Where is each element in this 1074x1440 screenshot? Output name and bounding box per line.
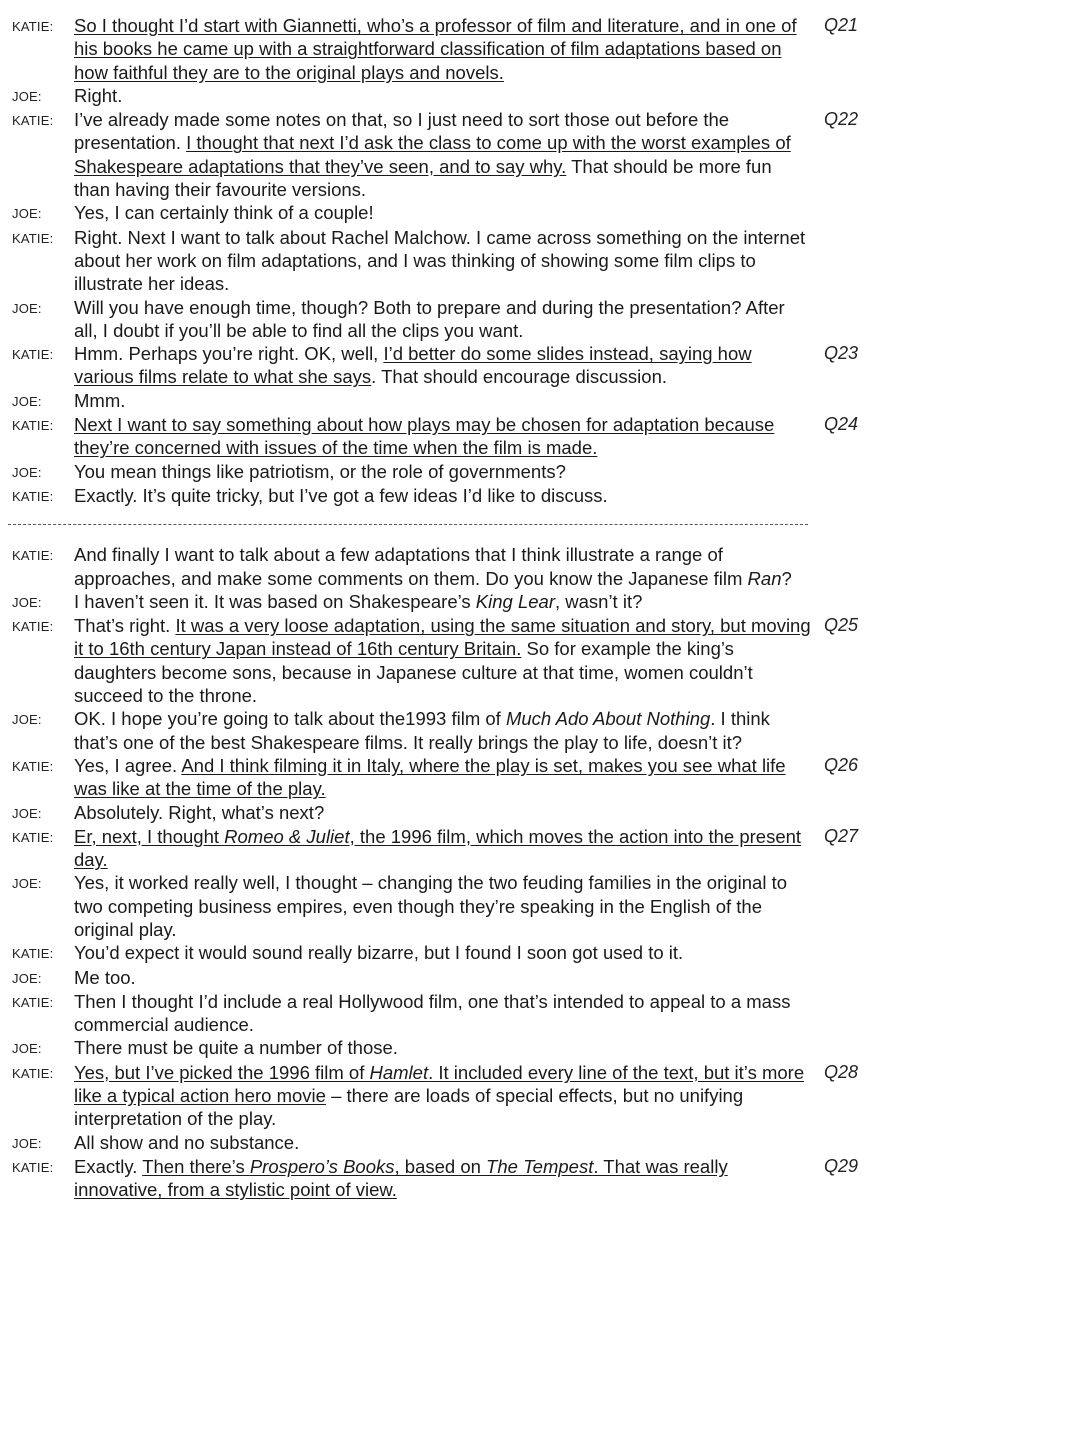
dialogue-text	[74, 413, 812, 460]
dialogue-segment: Yes, it worked really well, I thought – changing the two feuding families in the original to two competing business empires, even though they’re speaking in the English of the original play.	[74, 872, 788, 940]
dialogue-text	[74, 590, 812, 613]
answer-underlined-text: Hamlet	[369, 1061, 429, 1083]
dialogue-segment: Right. Next I want to talk about Rachel Malchow. I came across something on the internet about her work on film adaptations, and I was thinking of showing some film clips to illustrate her ideas.	[74, 226, 806, 295]
dialogue-segment: Yes, I can certainly think of a couple!	[74, 202, 374, 224]
dialogue-line	[0, 296, 1074, 343]
question-number: Q29	[824, 1155, 859, 1176]
answer-underlined-text: Romeo & Juliet	[224, 825, 350, 847]
dialogue-segment: Me too.	[74, 966, 136, 988]
speaker-label: KATIE:	[12, 1159, 54, 1175]
dialogue-text	[74, 484, 812, 507]
dialogue-text	[74, 342, 812, 389]
dialogue-segment: That should be more fun than having their favourite versions.	[74, 155, 772, 201]
dialogue-segment: All show and no substance.	[74, 1131, 300, 1153]
transcript-part-2	[0, 543, 1074, 1201]
speaker-label: JOE:	[12, 970, 42, 986]
dialogue-text	[74, 389, 812, 412]
dialogue-line	[0, 1155, 1074, 1202]
answer-underlined-text: Er, next, I thought	[74, 825, 225, 847]
dialogue-line	[0, 754, 1074, 801]
speaker-label: KATIE:	[12, 829, 54, 845]
transcript-part-1	[0, 14, 1074, 508]
dialogue-segment: Right.	[74, 84, 123, 106]
dialogue-line	[0, 543, 1074, 590]
answer-underlined-text: It was a very loose adaptation, using the same situation and story, but moving it to 16th century Japan instead of 16th century Britain.	[74, 615, 811, 660]
dialogue-line	[0, 226, 1074, 296]
speaker-label: KATIE:	[12, 488, 54, 504]
dialogue-text	[74, 825, 812, 872]
answer-underlined-text: And I think filming it in Italy, where the play is set, makes you see what life was like at the time of the play.	[74, 754, 786, 800]
dialogue-segment: There must be quite a number of those.	[74, 1037, 398, 1059]
dialogue-line	[0, 460, 1074, 484]
answer-underlined-text: , the 1996 film, which moves the action into the present day.	[74, 825, 802, 871]
question-number: Q22	[824, 109, 859, 130]
dialogue-segment: And finally I want to talk about a few adaptations that I think illustrate a range of approaches, and make some comments on them. Do you know the Japanese film	[74, 544, 748, 589]
speaker-label: JOE:	[12, 393, 42, 409]
dialogue-segment: – there are loads of special effects, but no unifying interpretation of the play.	[74, 1085, 744, 1130]
dialogue-text	[74, 801, 812, 824]
dialogue-segment: You mean things like patriotism, or the role of governments?	[74, 460, 566, 482]
dialogue-line	[0, 1061, 1074, 1131]
dialogue-segment: That’s right.	[74, 615, 176, 637]
dialogue-text	[74, 1155, 812, 1202]
dialogue-text	[74, 990, 812, 1037]
speaker-label: JOE:	[12, 300, 42, 316]
dialogue-segment: Mmm.	[74, 389, 126, 411]
dialogue-text	[74, 84, 812, 107]
transcript	[0, 14, 1074, 1202]
speaker-label: KATIE:	[12, 548, 54, 564]
speaker-label: JOE:	[12, 594, 42, 610]
speaker-label: KATIE:	[12, 946, 54, 962]
dialogue-line	[0, 1036, 1074, 1060]
speaker-label: KATIE:	[12, 1065, 54, 1081]
answer-underlined-text: Next I want to say something about how plays may be chosen for adaptation because they’re concerned with issues of the time when the film is made.	[74, 414, 775, 459]
dialogue-line	[0, 590, 1074, 614]
question-number: Q25	[824, 615, 859, 636]
dialogue-line	[0, 871, 1074, 941]
dialogue-line	[0, 801, 1074, 825]
answer-underlined-text: , based on	[394, 1155, 487, 1177]
speaker-label: KATIE:	[12, 758, 54, 774]
dialogue-text	[74, 941, 812, 964]
dialogue-text	[74, 614, 812, 707]
speaker-label: KATIE:	[12, 230, 54, 246]
dialogue-line	[0, 389, 1074, 413]
dialogue-line	[0, 84, 1074, 108]
question-number: Q26	[824, 754, 859, 775]
dialogue-segment: I’ve already made some notes on that, so I just need to sort those out before the presentation.	[74, 109, 730, 154]
answer-underlined-text: Prospero’s Books	[249, 1155, 395, 1177]
speaker-label: KATIE:	[12, 113, 54, 129]
dialogue-segment: Exactly. It’s quite tricky, but I’ve got a few ideas I’d like to discuss.	[74, 484, 608, 506]
dialogue-line	[0, 484, 1074, 508]
question-number: Q27	[824, 825, 859, 846]
dialogue-line	[0, 1131, 1074, 1155]
answer-underlined-text: I’d better do some slides instead, saying how various films relate to what she says	[74, 343, 752, 388]
dialogue-line	[0, 342, 1074, 389]
dialogue-text	[74, 1061, 812, 1131]
italic-title-text: Ran	[747, 567, 782, 589]
dialogue-segment: OK. I hope you’re going to talk about the1993 film of	[74, 708, 506, 730]
speaker-label: KATIE:	[12, 418, 54, 434]
dialogue-line	[0, 614, 1074, 707]
speaker-label: KATIE:	[12, 347, 54, 363]
question-number: Q23	[824, 343, 859, 364]
dialogue-segment: ?	[781, 567, 792, 589]
dialogue-segment: You’d expect it would sound really bizarre, but I found I soon got used to it.	[74, 942, 684, 964]
speaker-label: JOE:	[12, 712, 42, 728]
dialogue-segment: , wasn’t it?	[554, 590, 643, 612]
dialogue-text	[74, 1036, 812, 1059]
dialogue-line	[0, 966, 1074, 990]
answer-underlined-text: So I thought I’d start with Giannetti, who’s a professor of film and literature, and in one of his books he came up with a straightforward classification of film adaptations based on how faithful they are to the original plays and novels.	[74, 15, 797, 83]
speaker-label: JOE:	[12, 88, 42, 104]
answer-underlined-text: Then there’s	[142, 1155, 250, 1177]
dialogue-segment: Yes, I agree.	[74, 754, 182, 776]
dialogue-text	[74, 201, 812, 224]
speaker-label: KATIE:	[12, 619, 54, 635]
answer-underlined-text: The Tempest	[486, 1155, 594, 1177]
answer-underlined-text: . That was really innovative, from a stylistic point of view.	[74, 1155, 728, 1201]
question-number: Q28	[824, 1061, 859, 1082]
answer-underlined-text: . It included every line of the text, but it’s more like a typical action hero movie	[74, 1061, 805, 1107]
dialogue-line	[0, 108, 1074, 201]
dialogue-text	[74, 460, 812, 483]
dialogue-segment: Absolutely. Right, what’s next?	[74, 801, 325, 823]
dialogue-line	[0, 413, 1074, 460]
speaker-label: JOE:	[12, 1135, 42, 1151]
dialogue-segment: I haven’t seen it. It was based on Shakespeare’s	[74, 590, 476, 612]
dialogue-line	[0, 825, 1074, 872]
dialogue-segment: Exactly.	[74, 1155, 143, 1177]
speaker-label: KATIE:	[12, 19, 54, 34]
dialogue-text	[74, 871, 812, 941]
dialogue-text	[74, 707, 812, 754]
dialogue-text	[74, 14, 812, 84]
dialogue-line	[0, 990, 1074, 1037]
dialogue-text	[74, 543, 812, 590]
section-divider	[8, 524, 808, 525]
dialogue-text	[74, 966, 812, 989]
dialogue-text	[74, 226, 812, 296]
dialogue-line	[0, 707, 1074, 754]
italic-title-text: Much Ado About Nothing	[505, 708, 711, 730]
dialogue-segment: Hmm. Perhaps you’re right. OK, well,	[74, 343, 384, 365]
speaker-label: JOE:	[12, 206, 42, 222]
dialogue-line	[0, 201, 1074, 225]
dialogue-text	[74, 108, 812, 201]
dialogue-segment: . That should encourage discussion.	[371, 366, 668, 388]
italic-title-text: King Lear	[475, 590, 555, 612]
dialogue-segment: So for example the king’s daughters become sons, because in Japanese culture at that time, women couldn’t succeed to the throne.	[74, 638, 753, 707]
dialogue-segment: Will you have enough time, though? Both to prepare and during the presentation? After all, I doubt if you’ll be able to find all the clips you want.	[74, 296, 785, 341]
dialogue-line	[0, 941, 1074, 965]
answer-underlined-text: I thought that next I’d ask the class to come up with the worst examples of Shakespeare adaptations that they’ve seen, and to say why.	[74, 132, 791, 177]
question-number: Q21	[824, 15, 859, 35]
dialogue-line	[0, 14, 1074, 84]
answer-underlined-text: Yes, but I’ve picked the 1996 film of	[74, 1061, 370, 1083]
question-number: Q24	[824, 414, 859, 435]
dialogue-text	[74, 754, 812, 801]
speaker-label: JOE:	[12, 464, 42, 480]
dialogue-segment: . I think that’s one of the best Shakespeare films. It really brings the play to life, doesn’t it?	[74, 708, 770, 753]
speaker-label: KATIE:	[12, 994, 54, 1010]
speaker-label: JOE:	[12, 1041, 42, 1057]
dialogue-text	[74, 296, 812, 343]
speaker-label: JOE:	[12, 876, 42, 892]
dialogue-text	[74, 1131, 812, 1154]
dialogue-segment: Then I thought I’d include a real Hollywood film, one that’s intended to appeal to a mass commercial audience.	[74, 990, 791, 1036]
speaker-label: JOE:	[12, 805, 42, 821]
